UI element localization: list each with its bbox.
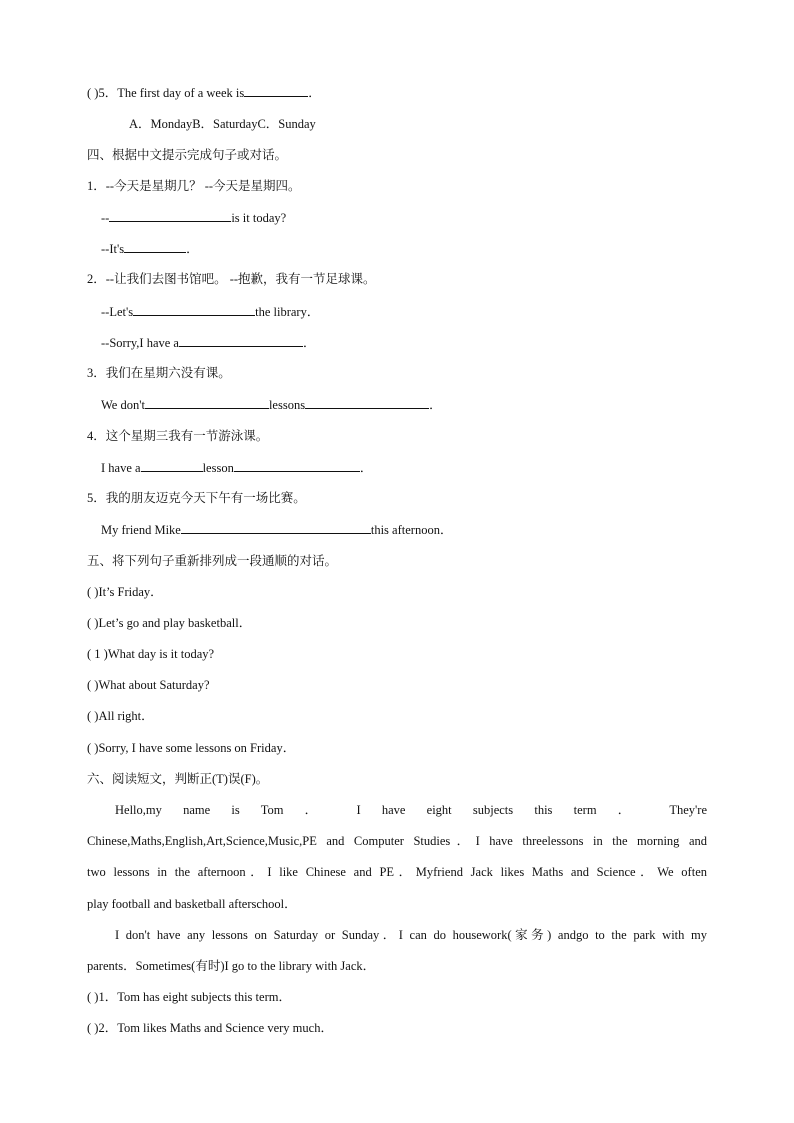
item-text: ． (186, 242, 199, 256)
answer-bracket[interactable]: ( ) (87, 709, 99, 723)
item-5-line-1 (101, 520, 452, 539)
answer-blank[interactable] (145, 395, 269, 409)
answer-blank[interactable] (109, 208, 231, 222)
item-2-chinese: 2．--让我们去图书馆吧。 --抱歉，我有一节足球课。 (87, 272, 376, 286)
judge-question-1: ( )1．Tom has eight subjects this term． (87, 990, 291, 1004)
answer-blank[interactable] (305, 395, 429, 409)
item-1-chinese: 1．--今天是星期几？ --今天是星期四。 (87, 179, 301, 193)
section-5-title: 五、将下列句子重新排列成一段通顺的对话。 (87, 554, 338, 568)
dialogue-line (87, 614, 251, 632)
item-text: the library． (255, 305, 320, 319)
item-text: --It's (101, 242, 125, 256)
item-4-chinese: 4．这个星期三我有一节游泳课。 (87, 429, 269, 443)
question-5 (87, 83, 321, 102)
item-text: --Let's (101, 305, 134, 319)
item-text: My friend Mike (101, 523, 181, 537)
passage-line: Hello,my name is Tom ． I have eight subjects this term ． They're (115, 803, 707, 817)
item-text: -- (101, 211, 110, 225)
dialogue-text: Let’s go and play basketball． (98, 616, 252, 630)
answer-blank[interactable] (244, 83, 308, 97)
item-text: We don't (101, 398, 145, 412)
item-text: --Sorry,I have a (101, 336, 179, 350)
item-text: ． (302, 336, 316, 350)
answer-bracket[interactable]: ( ) (87, 585, 99, 599)
answer-bracket[interactable]: ( 1 ) (87, 647, 108, 661)
item-text: ． (359, 461, 373, 475)
passage-line: I don't have any lessons on Saturday or Sunday．I can do housework(家务) andgo to the park with my (115, 928, 707, 942)
item-4-line-1 (101, 458, 372, 477)
answer-blank[interactable] (181, 520, 371, 534)
section-6-title: 六、阅读短文，判断正(T)误(F)。 (87, 772, 269, 786)
item-text: is it today? (231, 211, 287, 225)
answer-bracket[interactable]: ( ) (87, 741, 99, 755)
answer-blank[interactable] (141, 458, 203, 472)
item-1-line-2 (101, 239, 199, 258)
item-3-chinese: 3．我们在星期六没有课。 (87, 366, 231, 380)
answer-blank[interactable] (179, 333, 303, 347)
item-text: lessons (268, 398, 306, 412)
answer-blank[interactable] (124, 239, 186, 253)
item-2-line-1 (101, 302, 319, 321)
answer-bracket[interactable]: ( ) (87, 678, 99, 692)
answer-blank[interactable] (234, 458, 360, 472)
question-5-options: A．MondayB．SaturdayC．Sunday (129, 117, 316, 131)
item-text: lesson (202, 461, 234, 475)
dialogue-text: It’s Friday． (98, 585, 163, 599)
dialogue-text: What about Saturday? (98, 678, 210, 692)
dialogue-line (87, 676, 210, 694)
answer-bracket[interactable]: ( ) (87, 616, 99, 630)
item-5-chinese: 5．我的朋友迈克今天下午有一场比赛。 (87, 491, 306, 505)
dialogue-text: All right． (98, 709, 154, 723)
item-3-line-1 (101, 395, 442, 414)
item-2-line-2 (101, 333, 316, 352)
item-text: ． (429, 398, 442, 412)
passage-line: play football and basketball afterschool． (87, 897, 297, 911)
dialogue-line (87, 583, 163, 601)
passage-line: Chinese,Maths,English,Art,Science,Music,PE and Computer Studies．I have threelessons in the morning and (87, 834, 707, 848)
item-text: I have a (101, 461, 141, 475)
item-1-line-1 (101, 208, 286, 227)
question-5-suffix: ． (308, 86, 321, 100)
item-text: this afternoon． (370, 523, 453, 537)
judge-question-2: ( )2．Tom likes Maths and Science very much． (87, 1021, 333, 1035)
passage-line: parents．Sometimes(有时)I go to the library with Jack． (87, 959, 376, 973)
question-5-prefix: ( )5．The first day of a week is (87, 86, 245, 100)
dialogue-line (87, 645, 214, 663)
dialogue-text: Sorry, I have some lessons on Friday． (98, 741, 296, 755)
dialogue-line (87, 739, 295, 757)
passage-line: two lessons in the afternoon．I like Chinese and PE．Myfriend Jack likes Maths and Science．We often (87, 865, 707, 879)
answer-blank[interactable] (133, 302, 255, 316)
dialogue-text: What day is it today? (107, 647, 215, 661)
dialogue-line (87, 707, 154, 725)
section-4-title: 四、根据中文提示完成句子或对话。 (87, 148, 288, 162)
